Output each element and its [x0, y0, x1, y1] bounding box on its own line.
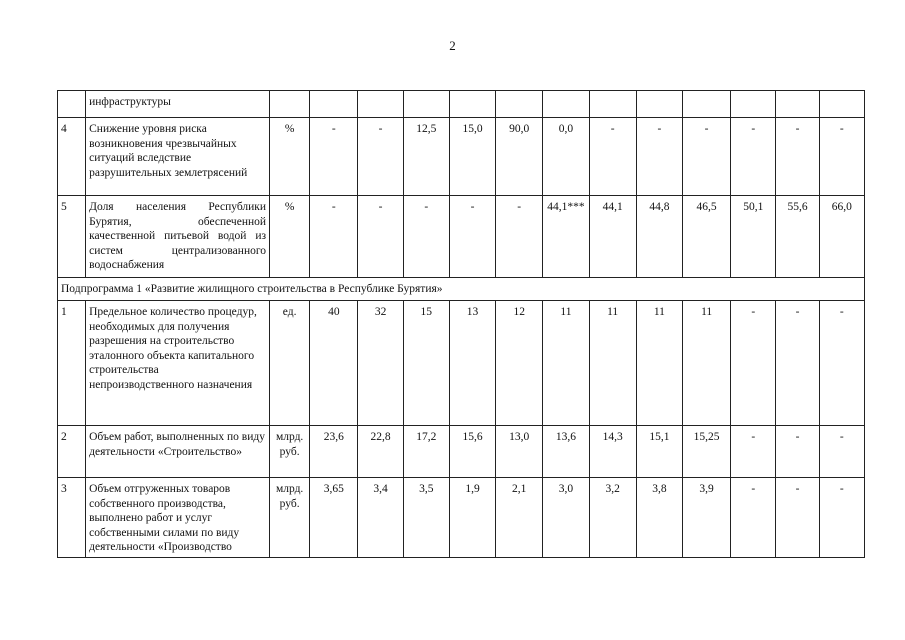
- value-cell: 14,3: [589, 426, 636, 478]
- value-cell: -: [358, 196, 403, 278]
- value-cell: -: [403, 196, 449, 278]
- section-row: [58, 278, 865, 301]
- indicator-name: Объем работ, выполненных по виду деятельности «Строительство»: [86, 426, 270, 478]
- row-number: 5: [58, 196, 86, 278]
- indicators-table: [57, 90, 865, 558]
- value-cell: -: [358, 118, 403, 196]
- value-cell: 44,1***: [543, 196, 589, 278]
- value-cell: [496, 91, 543, 118]
- value-cell: 44,8: [636, 196, 682, 278]
- value-cell: 50,1: [731, 196, 776, 278]
- value-cell: [543, 91, 589, 118]
- unit-cell: %: [270, 196, 310, 278]
- value-cell: -: [496, 196, 543, 278]
- value-cell: [449, 91, 495, 118]
- value-cell: [589, 91, 636, 118]
- row-number: 1: [58, 301, 86, 426]
- value-cell: 13: [449, 301, 495, 426]
- value-cell: -: [449, 196, 495, 278]
- indicator-name: Снижение уровня риска возникновения чрезвычайных ситуаций вследствие разрушительных землетрясений: [86, 118, 270, 196]
- value-cell: -: [776, 118, 819, 196]
- value-cell: 1,9: [449, 478, 495, 558]
- value-cell: [731, 91, 776, 118]
- value-cell: 0,0: [543, 118, 589, 196]
- value-cell: -: [731, 301, 776, 426]
- indicator-name: Предельное количество процедур, необходимых для получения разрешения на строительство эталонного объекта капитального строительства непроизводственного назначения: [86, 301, 270, 426]
- row-number: 4: [58, 118, 86, 196]
- value-cell: 32: [358, 301, 403, 426]
- value-cell: 13,0: [496, 426, 543, 478]
- unit-cell: млрд. руб.: [270, 478, 310, 558]
- value-cell: 11: [636, 301, 682, 426]
- page-number: 2: [449, 38, 456, 53]
- value-cell: -: [819, 478, 864, 558]
- value-cell: 23,6: [310, 426, 358, 478]
- indicator-name: Объем отгруженных товаров собственного производства, выполнено работ и услуг собственными силами по виду деятельности «Производство: [86, 478, 270, 558]
- value-cell: 3,8: [636, 478, 682, 558]
- value-cell: 13,6: [543, 426, 589, 478]
- table-row: [58, 118, 865, 196]
- value-cell: 11: [589, 301, 636, 426]
- value-cell: [358, 91, 403, 118]
- subprogram-title: Подпрограмма 1 «Развитие жилищного строительства в Республике Бурятия»: [58, 278, 865, 301]
- value-cell: [776, 91, 819, 118]
- indicator-name: инфраструктуры: [86, 91, 270, 118]
- value-cell: -: [819, 426, 864, 478]
- value-cell: [310, 91, 358, 118]
- unit-cell: млрд. руб.: [270, 426, 310, 478]
- table-row: [58, 426, 865, 478]
- value-cell: -: [310, 118, 358, 196]
- value-cell: 3,0: [543, 478, 589, 558]
- row-number: [58, 91, 86, 118]
- value-cell: -: [776, 426, 819, 478]
- value-cell: 40: [310, 301, 358, 426]
- value-cell: 15,0: [449, 118, 495, 196]
- value-cell: 90,0: [496, 118, 543, 196]
- unit-cell: [270, 91, 310, 118]
- indicator-name: Доля населения Республики Бурятия, обеспеченной качественной питьевой водой из систем централизованного водоснабжения: [86, 196, 270, 278]
- table-row: [58, 196, 865, 278]
- value-cell: 3,4: [358, 478, 403, 558]
- value-cell: 44,1: [589, 196, 636, 278]
- value-cell: 55,6: [776, 196, 819, 278]
- value-cell: -: [731, 118, 776, 196]
- value-cell: 15,1: [636, 426, 682, 478]
- value-cell: 11: [682, 301, 730, 426]
- value-cell: 3,2: [589, 478, 636, 558]
- unit-cell: %: [270, 118, 310, 196]
- table-row: [58, 301, 865, 426]
- value-cell: 15,6: [449, 426, 495, 478]
- value-cell: -: [776, 478, 819, 558]
- value-cell: 11: [543, 301, 589, 426]
- value-cell: [403, 91, 449, 118]
- value-cell: -: [636, 118, 682, 196]
- row-number: 2: [58, 426, 86, 478]
- value-cell: 3,65: [310, 478, 358, 558]
- value-cell: -: [310, 196, 358, 278]
- value-cell: -: [776, 301, 819, 426]
- value-cell: 3,9: [682, 478, 730, 558]
- value-cell: -: [819, 301, 864, 426]
- row-number: 3: [58, 478, 86, 558]
- unit-cell: ед.: [270, 301, 310, 426]
- value-cell: [682, 91, 730, 118]
- value-cell: 15,25: [682, 426, 730, 478]
- value-cell: -: [731, 426, 776, 478]
- table-row: [58, 91, 865, 118]
- value-cell: 66,0: [819, 196, 864, 278]
- value-cell: 2,1: [496, 478, 543, 558]
- value-cell: 22,8: [358, 426, 403, 478]
- value-cell: -: [731, 478, 776, 558]
- value-cell: [636, 91, 682, 118]
- value-cell: 17,2: [403, 426, 449, 478]
- table-row: [58, 478, 865, 558]
- value-cell: -: [819, 118, 864, 196]
- value-cell: 15: [403, 301, 449, 426]
- value-cell: [819, 91, 864, 118]
- value-cell: 12: [496, 301, 543, 426]
- value-cell: 3,5: [403, 478, 449, 558]
- value-cell: 46,5: [682, 196, 730, 278]
- value-cell: -: [589, 118, 636, 196]
- value-cell: 12,5: [403, 118, 449, 196]
- value-cell: -: [682, 118, 730, 196]
